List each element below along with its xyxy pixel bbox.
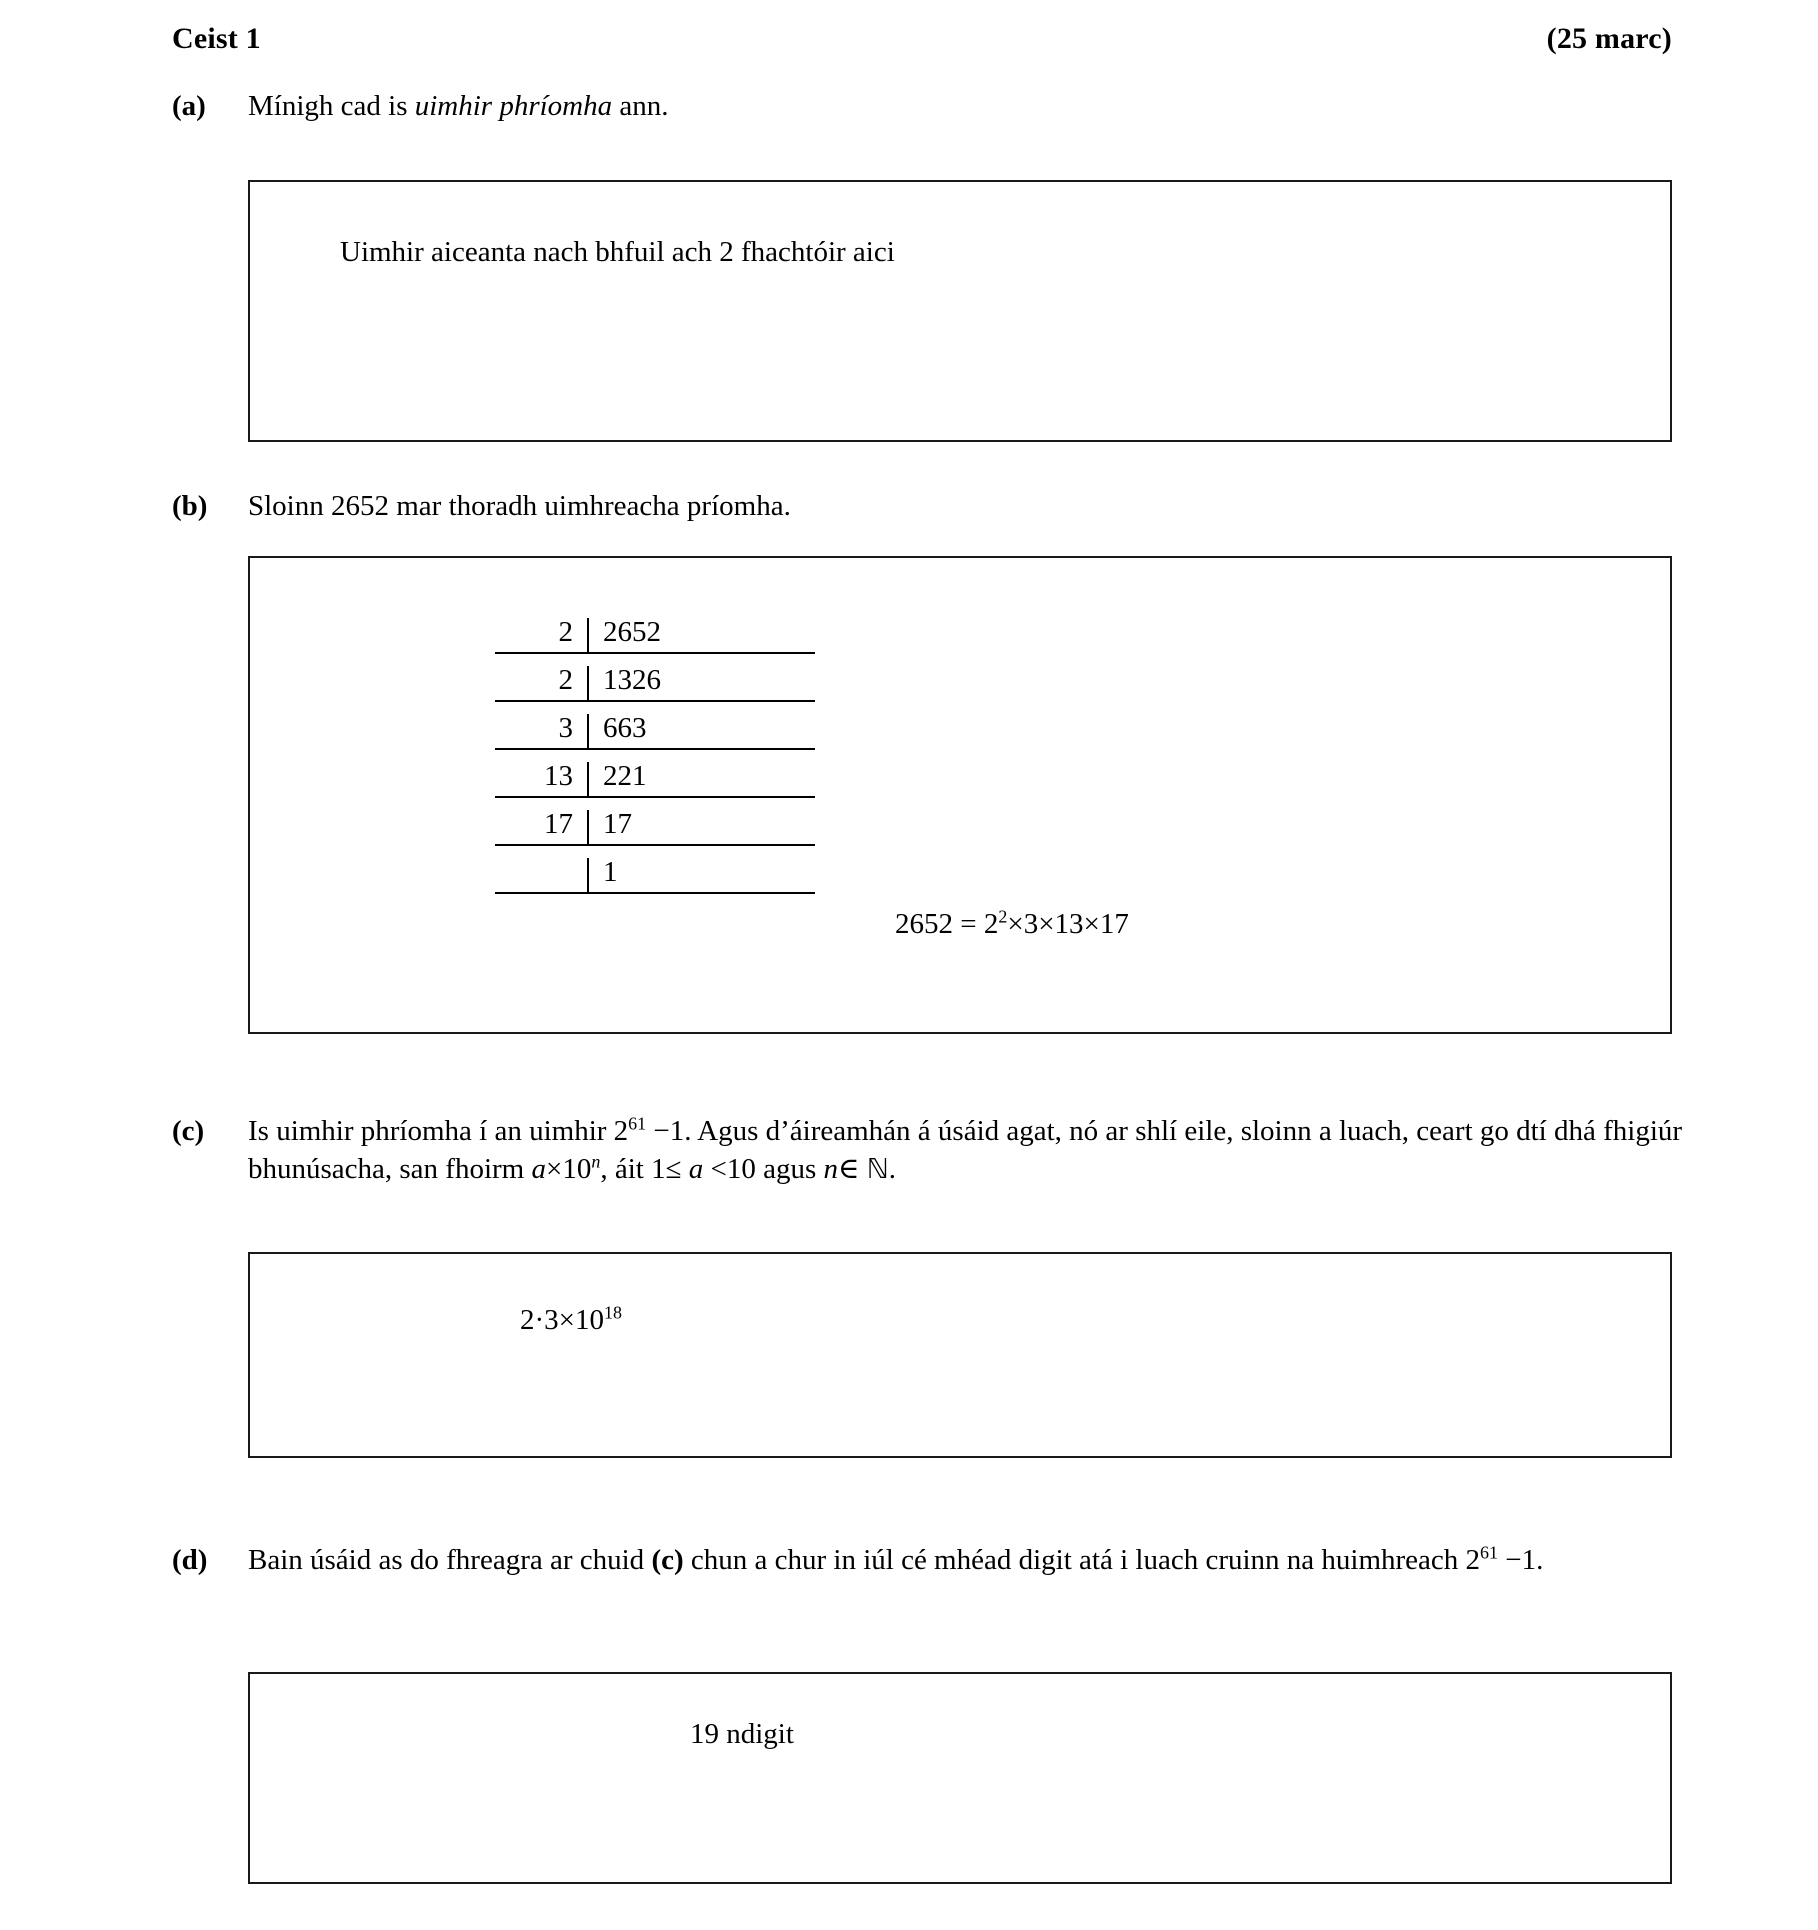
natural-numbers-symbol: ℕ xyxy=(866,1152,889,1185)
ladder-divisor: 2 xyxy=(558,616,573,648)
part-c-var-a2: a xyxy=(688,1152,704,1185)
part-c-line2-e: ∈ xyxy=(838,1152,867,1185)
ladder-row xyxy=(495,846,815,894)
part-d-line2-a: na huimhreach 2 xyxy=(1286,1544,1481,1576)
part-c-answer-base: 2·3×10 xyxy=(520,1304,605,1336)
part-a-answer-text: Uimhir aiceanta nach bhfuil ach 2 fhachtóir aici xyxy=(340,236,895,268)
part-b-question: Sloinn 2652 mar thoradh uimhreacha príomha. xyxy=(248,490,791,522)
ladder-quotient: 1326 xyxy=(587,666,815,700)
ladder-row xyxy=(495,750,815,798)
ladder-divisor xyxy=(495,887,587,892)
ladder-quotient: 663 xyxy=(587,714,815,748)
equation-right: ×3×13×17 xyxy=(1007,908,1129,940)
part-d-line2 xyxy=(1287,1544,1544,1576)
part-c-line1-exponent: 61 xyxy=(628,1113,647,1134)
part-d-line1-a: Bain úsáid as do fhreagra ar chuid xyxy=(248,1544,652,1576)
ladder-quotient: 2652 xyxy=(587,618,815,652)
division-ladder xyxy=(495,606,815,894)
part-d-line1-b: chun a chur in iúl cé mhéad digit atá i luach cruinn xyxy=(683,1544,1280,1576)
ladder-divisor: 3 xyxy=(558,712,573,744)
ladder-quotient: 1 xyxy=(587,858,815,892)
ladder-divisor: 2 xyxy=(558,664,573,696)
equation-left: 2652 = 2 xyxy=(895,908,999,940)
part-d-line2-b: −1. xyxy=(1498,1544,1544,1576)
question-title: Ceist 1 xyxy=(172,22,261,55)
part-a-label: (a) xyxy=(172,90,206,122)
page-header xyxy=(172,22,1672,56)
ladder-row xyxy=(495,606,815,654)
equation-exponent: 2 xyxy=(998,906,1008,927)
part-a-question xyxy=(248,88,1692,126)
part-c-line1 xyxy=(248,1115,1312,1147)
part-c-exponent-n: n xyxy=(591,1151,601,1172)
part-a-text-before: Mínigh cad is xyxy=(248,90,415,122)
part-d xyxy=(172,1542,1692,1580)
part-c-line2-d: <10 agus xyxy=(703,1152,824,1185)
part-c-var-a1: a xyxy=(531,1152,546,1185)
ladder-quotient: 221 xyxy=(587,762,815,796)
part-d-answer-text: 19 ndigit xyxy=(690,1718,794,1750)
part-c xyxy=(172,1113,1692,1188)
part-d-answer-box[interactable] xyxy=(248,1672,1672,1884)
ladder-divisor: 17 xyxy=(544,808,573,840)
part-c-line1-b: −1. Agus d’áireamhán á úsáid agat, nó ar shlí eile, sloinn xyxy=(646,1115,1312,1147)
part-d-label: (d) xyxy=(172,1544,208,1576)
ladder-row xyxy=(495,654,815,702)
part-a xyxy=(172,88,1692,126)
part-b-answer-box[interactable] xyxy=(248,556,1672,1034)
factorisation-equation xyxy=(895,908,1129,941)
part-d-reference-c: (c) xyxy=(651,1544,684,1576)
part-d-line1 xyxy=(248,1544,1280,1576)
ladder-divisor: 13 xyxy=(544,760,573,792)
part-c-var-n: n xyxy=(823,1152,839,1185)
part-c-line1-a: Is uimhir phríomha í an uimhir 2 xyxy=(248,1115,629,1147)
part-c-label: (c) xyxy=(172,1115,205,1147)
ladder-quotient: 17 xyxy=(587,810,815,844)
part-c-line2-b: ×10 xyxy=(546,1152,592,1185)
part-c-answer-exponent: 18 xyxy=(604,1302,622,1323)
part-d-question xyxy=(248,1542,1692,1580)
part-c-answer-text xyxy=(520,1302,622,1340)
part-c-line2-a: a luach, ceart go dtí dhá fhigiúr bhunúsacha, san fhoirm xyxy=(248,1115,1683,1185)
part-c-question xyxy=(248,1113,1692,1188)
part-c-line2-c: , áit 1≤ xyxy=(600,1152,689,1185)
part-c-line2-f: . xyxy=(888,1152,897,1185)
part-a-term-italic: uimhir phríomha xyxy=(414,90,613,122)
part-a-answer-box[interactable] xyxy=(248,180,1672,442)
part-b-label: (b) xyxy=(172,490,208,522)
part-a-text-after: ann. xyxy=(612,90,669,122)
marks-label: (25 marc) xyxy=(1546,22,1672,55)
part-b xyxy=(172,488,1692,526)
ladder-row xyxy=(495,798,815,846)
part-d-line2-exponent: 61 xyxy=(1480,1542,1499,1563)
part-c-answer-box[interactable] xyxy=(248,1252,1672,1458)
ladder-row xyxy=(495,702,815,750)
